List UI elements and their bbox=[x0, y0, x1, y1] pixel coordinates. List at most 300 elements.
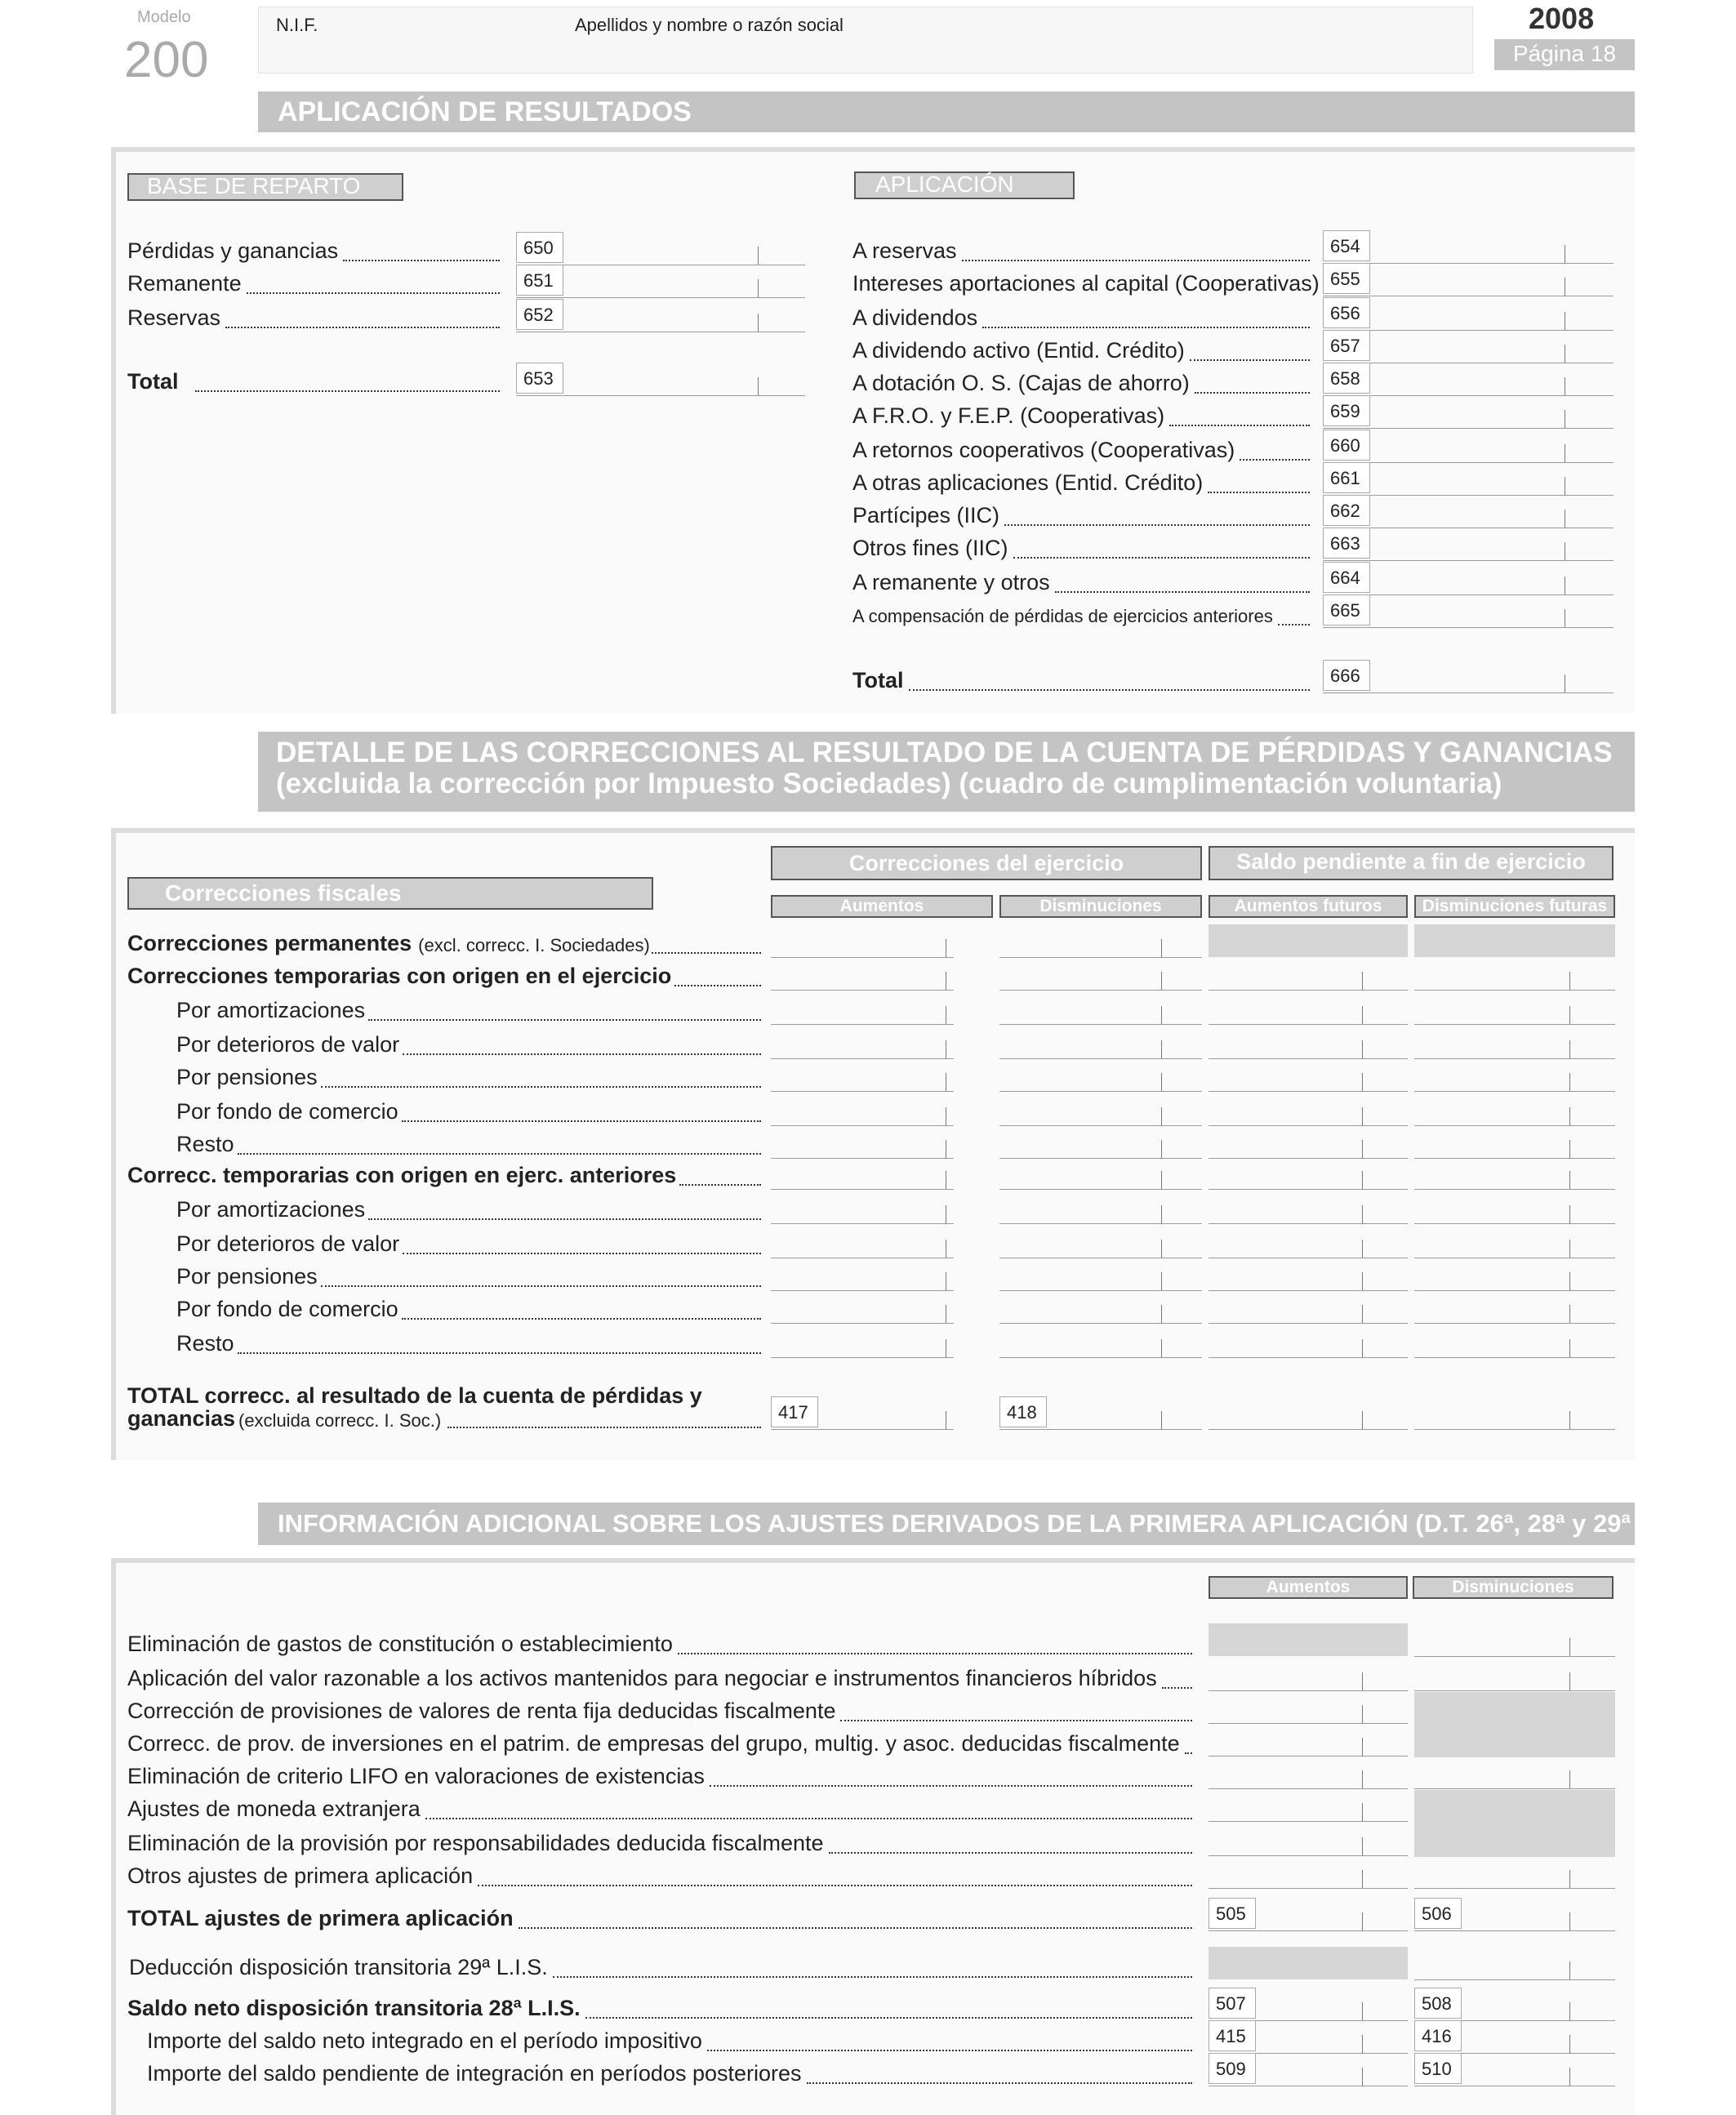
ajuste-label-4: Eliminación de criterio LIFO en valoraciones de existencias bbox=[127, 1764, 705, 1788]
name-field[interactable] bbox=[572, 36, 1462, 69]
correccion-leader-6 bbox=[238, 1153, 761, 1155]
correccion-disminuciones-5-tick bbox=[1161, 1107, 1162, 1125]
aplicacion-label-664: A remanente y otros bbox=[852, 570, 1050, 594]
correccion-aumentos-futuros-5[interactable] bbox=[1209, 1093, 1408, 1126]
correccion-disminuciones-futuras-8[interactable] bbox=[1414, 1191, 1615, 1224]
modelo-number: 200 bbox=[124, 32, 209, 88]
aplicacion-field-662-code: 662 bbox=[1323, 495, 1370, 526]
correccion-disminuciones-futuras-4[interactable] bbox=[1414, 1058, 1615, 1092]
correcciones-ejercicio-label: Correcciones del ejercicio bbox=[848, 851, 1124, 875]
aplicacion-field-654[interactable] bbox=[1323, 230, 1614, 264]
aplicacion-leader-661 bbox=[1208, 492, 1310, 493]
correccion-aumentos-8[interactable] bbox=[771, 1191, 954, 1224]
ajuste-disminuciones-8[interactable] bbox=[1414, 1898, 1615, 1931]
correccion-aumentos-0[interactable] bbox=[771, 924, 954, 958]
correccion-aumentos-futuros-8[interactable] bbox=[1209, 1191, 1408, 1224]
ajuste-leader-5 bbox=[425, 1818, 1192, 1819]
ajuste-disminuciones-11[interactable] bbox=[1414, 2020, 1615, 2054]
ajuste-disminuciones-9-tick bbox=[1569, 1961, 1570, 1979]
correccion-disminuciones-1[interactable] bbox=[999, 957, 1202, 991]
ajuste-aumentos-1-tick bbox=[1362, 1672, 1363, 1690]
aplicacion-label: APLICACIÓN bbox=[875, 171, 1014, 197]
aplicacion-field-656-code: 656 bbox=[1323, 297, 1370, 328]
correccion-disminuciones-futuras-1[interactable] bbox=[1414, 957, 1615, 991]
correccion-label-10: Por pensiones bbox=[176, 1264, 318, 1289]
total-correcciones-aumentos-futuros-tick bbox=[1362, 1411, 1363, 1429]
base-field-651-tick bbox=[758, 279, 759, 297]
correccion-aumentos-futuros-6-tick bbox=[1362, 1140, 1363, 1158]
correccion-label-0: Correcciones permanentes bbox=[127, 931, 412, 955]
correccion-disminuciones-10[interactable] bbox=[999, 1258, 1202, 1291]
ajuste-leader-8 bbox=[519, 1927, 1192, 1929]
aplicacion-field-657-code: 657 bbox=[1323, 330, 1370, 361]
correccion-aumentos-4[interactable] bbox=[771, 1058, 954, 1092]
correccion-aumentos-6[interactable] bbox=[771, 1125, 954, 1159]
ajuste-aumentos-3[interactable] bbox=[1209, 1723, 1408, 1757]
ajuste-leader-9 bbox=[553, 1976, 1192, 1978]
ajuste-aumentos-6-tick bbox=[1362, 1837, 1363, 1855]
correccion-aumentos-futuros-1-tick bbox=[1362, 972, 1363, 990]
correccion-aumentos-futuros-2-tick bbox=[1362, 1006, 1363, 1024]
base-field-652-code: 652 bbox=[516, 299, 563, 330]
correccion-aumentos-12[interactable] bbox=[771, 1325, 954, 1358]
correccion-label-3: Por deterioros de valor bbox=[176, 1032, 400, 1057]
correccion-disminuciones-0-tick bbox=[1161, 939, 1162, 957]
aplicacion-field-663-code: 663 bbox=[1323, 528, 1370, 559]
correccion-disminuciones-4-tick bbox=[1161, 1073, 1162, 1091]
aplicacion-label-655: Intereses aportaciones al capital (Cooperativas) bbox=[852, 271, 1320, 296]
correccion-disminuciones-6-tick bbox=[1161, 1140, 1162, 1158]
aplicacion-label-660: A retornos cooperativos (Cooperativas) bbox=[852, 438, 1235, 462]
correccion-disminuciones-futuras-disabled-0 bbox=[1414, 924, 1615, 957]
ajuste-aumentos-4-tick bbox=[1362, 1770, 1363, 1788]
aplicacion-field-660-code: 660 bbox=[1323, 430, 1370, 461]
section2-title-line2: (excluida la corrección por Impuesto Sociedades) (cuadro de cumplimentación voluntaria) bbox=[276, 768, 1502, 799]
ajuste-aumentos-11-tick bbox=[1362, 2035, 1363, 2053]
aplicacion-field-661[interactable] bbox=[1323, 462, 1614, 496]
correccion-aumentos-futuros-10[interactable] bbox=[1209, 1258, 1408, 1291]
base-label-650: Pérdidas y ganancias bbox=[127, 238, 339, 263]
base-field-651-code: 651 bbox=[516, 265, 563, 296]
correccion-aumentos-3[interactable] bbox=[771, 1026, 954, 1059]
base-leader-652 bbox=[225, 327, 500, 328]
ajuste-aumentos-3-tick bbox=[1362, 1738, 1363, 1756]
ajuste-leader-2 bbox=[840, 1720, 1192, 1721]
ajuste-leader-6 bbox=[829, 1852, 1193, 1854]
correccion-label-12: Resto bbox=[176, 1331, 234, 1356]
total-correcciones-leader bbox=[447, 1427, 761, 1428]
correccion-label-11: Por fondo de comercio bbox=[176, 1297, 398, 1321]
total-correcciones-disminuciones-code: 418 bbox=[999, 1396, 1047, 1427]
aplicacion-field-664-code: 664 bbox=[1323, 562, 1370, 593]
aplicacion-label-662: Partícipes (IIC) bbox=[852, 503, 1000, 528]
ajuste-disminuciones-0[interactable] bbox=[1414, 1623, 1615, 1657]
total-correcciones-disminuciones[interactable] bbox=[999, 1396, 1202, 1430]
ajuste-aumentos-8[interactable] bbox=[1209, 1898, 1408, 1931]
aplicacion-field-661-code: 661 bbox=[1323, 462, 1370, 493]
correccion-leader-10 bbox=[321, 1285, 761, 1287]
correccion-leader-1 bbox=[674, 985, 761, 986]
correccion-disminuciones-7[interactable] bbox=[999, 1156, 1202, 1190]
col-disminuciones-label: Disminuciones bbox=[1039, 897, 1162, 915]
correccion-label-4: Por pensiones bbox=[176, 1065, 318, 1089]
aplicacion-field-658-code: 658 bbox=[1323, 363, 1370, 394]
correccion-disminuciones-futuras-3[interactable] bbox=[1414, 1026, 1615, 1059]
correccion-leader-2 bbox=[368, 1019, 761, 1021]
aplicacion-field-666-code: 666 bbox=[1323, 660, 1370, 691]
correccion-aumentos-futuros-9-tick bbox=[1362, 1240, 1363, 1258]
ajuste-aumentos-12-tick bbox=[1362, 2068, 1363, 2086]
correccion-disminuciones-futuras-6-tick bbox=[1569, 1140, 1570, 1158]
aplicacion-field-657[interactable] bbox=[1323, 330, 1614, 363]
correccion-disminuciones-4[interactable] bbox=[999, 1058, 1202, 1092]
base-field-650[interactable] bbox=[516, 232, 805, 265]
ajuste-aumentos-11[interactable] bbox=[1209, 2020, 1408, 2054]
correccion-aumentos-futuros-3-tick bbox=[1362, 1040, 1363, 1058]
correccion-aumentos-futuros-7[interactable] bbox=[1209, 1156, 1408, 1190]
correccion-aumentos-futuros-11-tick bbox=[1362, 1305, 1363, 1323]
ajuste-aumentos-2[interactable] bbox=[1209, 1690, 1408, 1724]
aplicacion-leader-664 bbox=[1055, 591, 1310, 593]
correccion-disminuciones-futuras-12-tick bbox=[1569, 1339, 1570, 1357]
ajuste-aumentos-8-code: 505 bbox=[1209, 1898, 1256, 1929]
base-field-652[interactable] bbox=[516, 299, 805, 332]
correccion-disminuciones-0[interactable] bbox=[999, 924, 1202, 958]
base-label-653: Total bbox=[127, 369, 179, 394]
correccion-aumentos-futuros-7-tick bbox=[1362, 1171, 1363, 1189]
ajuste-disminuciones-7[interactable] bbox=[1414, 1855, 1615, 1889]
year-label: 2008 bbox=[1529, 2, 1595, 35]
correccion-aumentos-futuros-12[interactable] bbox=[1209, 1325, 1408, 1358]
correccion-disminuciones-futuras-8-tick bbox=[1569, 1205, 1570, 1223]
correccion-disminuciones-12[interactable] bbox=[999, 1325, 1202, 1358]
ajuste-disminuciones-9[interactable] bbox=[1414, 1947, 1615, 1980]
correccion-disminuciones-futuras-1-tick bbox=[1569, 972, 1570, 990]
ajuste-disminuciones-7-tick bbox=[1569, 1870, 1570, 1888]
aplicacion-label-659: A F.R.O. y F.E.P. (Cooperativas) bbox=[852, 403, 1165, 428]
base-de-reparto-label: BASE DE REPARTO bbox=[147, 173, 361, 198]
section2-title-line1: DETALLE DE LAS CORRECCIONES AL RESULTADO DE LA CUENTA DE PÉRDIDAS Y GANANCIAS bbox=[276, 737, 1613, 768]
nif-label: N.I.F. bbox=[276, 15, 318, 35]
aplicacion-leader-665 bbox=[1278, 624, 1310, 626]
correccion-leader-3 bbox=[403, 1053, 761, 1055]
ajuste-label-11: Importe del saldo neto integrado en el período impositivo bbox=[147, 2028, 702, 2053]
correccion-aumentos-futuros-4-tick bbox=[1362, 1073, 1363, 1091]
correccion-disminuciones-futuras-5-tick bbox=[1569, 1107, 1570, 1125]
aplicacion-field-658[interactable] bbox=[1323, 363, 1614, 396]
base-label-652: Reservas bbox=[127, 305, 221, 330]
correccion-aumentos-11[interactable] bbox=[771, 1290, 954, 1324]
ajuste-leader-10 bbox=[585, 2017, 1192, 2019]
ajuste-leader-0 bbox=[678, 1653, 1192, 1654]
ajuste-leader-12 bbox=[807, 2082, 1192, 2084]
correccion-label-5: Por fondo de comercio bbox=[176, 1099, 398, 1124]
ajuste-label-7: Otros ajustes de primera aplicación bbox=[127, 1863, 474, 1888]
s3-col-aumentos-label: Aumentos bbox=[1266, 1578, 1351, 1596]
base-field-653[interactable] bbox=[516, 363, 805, 396]
ajuste-label-8: TOTAL ajustes de primera aplicación bbox=[127, 1906, 514, 1930]
correccion-leader-7 bbox=[679, 1184, 761, 1186]
ajuste-aumentos-7[interactable] bbox=[1209, 1855, 1408, 1889]
ajuste-aumentos-10[interactable] bbox=[1209, 1988, 1408, 2021]
correccion-disminuciones-5[interactable] bbox=[999, 1093, 1202, 1126]
base-field-650-tick bbox=[758, 247, 759, 265]
ajuste-aumentos-11-code: 415 bbox=[1209, 2020, 1256, 2051]
total-correcciones-aumentos-futuros[interactable] bbox=[1209, 1396, 1408, 1430]
total-correcciones-aumentos-code: 417 bbox=[771, 1396, 818, 1427]
aplicacion-field-659[interactable] bbox=[1323, 395, 1614, 429]
correccion-disminuciones-12-tick bbox=[1161, 1339, 1162, 1357]
ajuste-leader-7 bbox=[478, 1885, 1192, 1886]
correccion-leader-5 bbox=[402, 1120, 761, 1122]
correccion-disminuciones-futuras-7[interactable] bbox=[1414, 1156, 1615, 1190]
ajuste-disminuciones-disabled-5-6 bbox=[1414, 1790, 1615, 1857]
total-correcciones-label-line2: ganancias bbox=[127, 1406, 236, 1431]
aplicacion-leader-654 bbox=[962, 260, 1310, 261]
correcciones-fiscales-label: Correcciones fiscales bbox=[165, 880, 402, 906]
total-correcciones-note: (excluida correcc. I. Soc.) bbox=[238, 1410, 442, 1431]
correccion-disminuciones-8-tick bbox=[1161, 1205, 1162, 1223]
ajuste-aumentos-7-tick bbox=[1362, 1870, 1363, 1888]
correccion-leader-9 bbox=[403, 1253, 761, 1254]
correccion-disminuciones-1-tick bbox=[1161, 972, 1162, 990]
aplicacion-label-665: A compensación de pérdidas de ejercicios anteriores bbox=[852, 606, 1273, 626]
aplicacion-label-663: Otros fines (IIC) bbox=[852, 536, 1008, 560]
correccion-disminuciones-futuras-10[interactable] bbox=[1414, 1258, 1615, 1291]
correccion-disminuciones-futuras-11[interactable] bbox=[1414, 1290, 1615, 1324]
total-correcciones-label-line1: TOTAL correcc. al resultado de la cuenta de pérdidas y bbox=[127, 1383, 702, 1408]
ajuste-leader-11 bbox=[707, 2050, 1192, 2051]
ajuste-label-6: Eliminación de la provisión por responsabilidades deducida fiscalmente bbox=[127, 1831, 824, 1855]
aplicacion-field-656[interactable] bbox=[1323, 297, 1614, 331]
ajuste-disminuciones-10[interactable] bbox=[1414, 1988, 1615, 2021]
saldo-pendiente-label: Saldo pendiente a fin de ejercicio bbox=[1236, 849, 1586, 874]
ajuste-disminuciones-10-tick bbox=[1569, 2002, 1570, 2020]
ajuste-label-5: Ajustes de moneda extranjera bbox=[127, 1797, 421, 1821]
base-field-653-code: 653 bbox=[516, 363, 563, 394]
ajuste-aumentos-disabled-9 bbox=[1209, 1947, 1408, 1979]
ajuste-aumentos-12[interactable] bbox=[1209, 2053, 1408, 2086]
ajuste-aumentos-5-tick bbox=[1362, 1803, 1363, 1821]
correccion-disminuciones-9-tick bbox=[1161, 1240, 1162, 1258]
ajuste-label-0: Eliminación de gastos de constitución o establecimiento bbox=[127, 1632, 673, 1656]
ajuste-disminuciones-4-tick bbox=[1569, 1770, 1570, 1788]
ajuste-disminuciones-0-tick bbox=[1569, 1638, 1570, 1656]
aplicacion-field-654-code: 654 bbox=[1323, 230, 1370, 261]
aplicacion-label-658: A dotación O. S. (Cajas de ahorro) bbox=[852, 371, 1190, 395]
correccion-disminuciones-futuras-7-tick bbox=[1569, 1171, 1570, 1189]
correccion-aumentos-futuros-disabled-0 bbox=[1209, 924, 1408, 957]
ajuste-disminuciones-1-tick bbox=[1569, 1672, 1570, 1690]
ajuste-label-1: Aplicación del valor razonable a los activos mantenidos para negociar e instrumentos financieros híbridos bbox=[127, 1666, 1157, 1690]
correccion-aumentos-futuros-6[interactable] bbox=[1209, 1125, 1408, 1159]
ajuste-disminuciones-8-tick bbox=[1569, 1912, 1570, 1930]
total-correcciones-disminuciones-futuras-tick bbox=[1569, 1411, 1570, 1429]
total-correcciones-aumentos[interactable] bbox=[771, 1396, 954, 1430]
ajuste-aumentos-6[interactable] bbox=[1209, 1823, 1408, 1856]
ajuste-leader-1 bbox=[1162, 1687, 1192, 1689]
ajuste-disminuciones-11-code: 416 bbox=[1414, 2020, 1462, 2051]
correccion-label-9: Por deterioros de valor bbox=[176, 1231, 400, 1256]
correccion-leader-12 bbox=[238, 1352, 761, 1354]
name-label: Apellidos y nombre o razón social bbox=[575, 15, 844, 35]
aplicacion-leader-658 bbox=[1195, 392, 1310, 394]
correccion-aumentos-futuros-1[interactable] bbox=[1209, 957, 1408, 991]
aplicacion-field-664[interactable] bbox=[1323, 562, 1614, 595]
section3-title: INFORMACIÓN ADICIONAL SOBRE LOS AJUSTES DERIVADOS DE LA PRIMERA APLICACIÓN (D.T. 26ª, 28ª y 29ª L.I.S.) bbox=[278, 1509, 1707, 1538]
correccion-disminuciones-futuras-10-tick bbox=[1569, 1272, 1570, 1290]
correccion-leader-0 bbox=[652, 952, 761, 954]
correccion-label-2: Por amortizaciones bbox=[176, 998, 366, 1022]
correccion-label-7: Correcc. temporarias con origen en ejerc. anteriores bbox=[127, 1163, 677, 1187]
correccion-disminuciones-6[interactable] bbox=[999, 1125, 1202, 1159]
ajuste-leader-4 bbox=[710, 1785, 1192, 1787]
correccion-disminuciones-8[interactable] bbox=[999, 1191, 1202, 1224]
col-aumentos-label: Aumentos bbox=[839, 897, 924, 915]
correccion-disminuciones-3[interactable] bbox=[999, 1026, 1202, 1059]
correccion-disminuciones-futuras-6[interactable] bbox=[1414, 1125, 1615, 1159]
correccion-disminuciones-futuras-9[interactable] bbox=[1414, 1225, 1615, 1258]
ajuste-aumentos-1[interactable] bbox=[1209, 1658, 1408, 1691]
aplicacion-leader-662 bbox=[1004, 524, 1310, 526]
correccion-disminuciones-7-tick bbox=[1161, 1171, 1162, 1189]
correccion-aumentos-futuros-4[interactable] bbox=[1209, 1058, 1408, 1092]
correccion-label-8: Por amortizaciones bbox=[176, 1197, 366, 1222]
aplicacion-field-665[interactable] bbox=[1323, 594, 1614, 628]
correccion-disminuciones-11-tick bbox=[1161, 1305, 1162, 1323]
ajuste-aumentos-4[interactable] bbox=[1209, 1756, 1408, 1789]
ajuste-disminuciones-11-tick bbox=[1569, 2035, 1570, 2053]
total-correcciones-disminuciones-futuras[interactable] bbox=[1414, 1396, 1615, 1430]
ajuste-aumentos-8-tick bbox=[1362, 1912, 1363, 1930]
correccion-disminuciones-10-tick bbox=[1161, 1272, 1162, 1290]
correccion-disminuciones-11[interactable] bbox=[999, 1290, 1202, 1324]
col-aumentos-futuros-label: Aumentos futuros bbox=[1234, 897, 1382, 915]
ajuste-disminuciones-12-tick bbox=[1569, 2068, 1570, 2086]
correccion-label-1: Correcciones temporarias con origen en el ejercicio bbox=[127, 964, 672, 988]
correccion-disminuciones-3-tick bbox=[1161, 1040, 1162, 1058]
correccion-disminuciones-2-tick bbox=[1161, 1006, 1162, 1024]
ajuste-leader-3 bbox=[1185, 1752, 1192, 1754]
correccion-disminuciones-futuras-4-tick bbox=[1569, 1073, 1570, 1091]
correccion-aumentos-10[interactable] bbox=[771, 1258, 954, 1291]
aplicacion-leader-657 bbox=[1190, 359, 1310, 361]
correccion-label-6: Resto bbox=[176, 1132, 234, 1156]
aplicacion-field-660[interactable] bbox=[1323, 430, 1614, 463]
ajuste-disminuciones-4[interactable] bbox=[1414, 1756, 1615, 1789]
aplicacion-label-657: A dividendo activo (Entid. Crédito) bbox=[852, 338, 1185, 363]
correccion-aumentos-5[interactable] bbox=[771, 1093, 954, 1126]
aplicacion-field-666[interactable] bbox=[1323, 660, 1614, 693]
ajuste-label-2: Corrección de provisiones de valores de renta fija deducidas fiscalmente bbox=[127, 1699, 836, 1723]
correccion-leader-11 bbox=[402, 1318, 761, 1320]
aplicacion-leader-656 bbox=[982, 327, 1310, 328]
correccion-aumentos-9[interactable] bbox=[771, 1225, 954, 1258]
aplicacion-label-666: Total bbox=[852, 668, 904, 692]
base-leader-651 bbox=[247, 292, 500, 294]
aplicacion-field-655[interactable] bbox=[1323, 263, 1614, 296]
correccion-disminuciones-futuras-2-tick bbox=[1569, 1006, 1570, 1024]
ajuste-aumentos-12-code: 509 bbox=[1209, 2053, 1256, 2084]
base-leader-650 bbox=[343, 260, 500, 261]
col-disminuciones-futuras-label: Disminuciones futuras bbox=[1422, 897, 1608, 915]
correccion-aumentos-futuros-8-tick bbox=[1362, 1205, 1363, 1223]
correccion-aumentos-futuros-11[interactable] bbox=[1209, 1290, 1408, 1324]
correccion-aumentos-futuros-12-tick bbox=[1362, 1339, 1363, 1357]
ajuste-label-12: Importe del saldo pendiente de integración en períodos posteriores bbox=[147, 2061, 802, 2086]
ajuste-disminuciones-10-code: 508 bbox=[1414, 1988, 1462, 2019]
ajuste-disminuciones-12[interactable] bbox=[1414, 2053, 1615, 2086]
ajuste-label-3: Correcc. de prov. de inversiones en el patrim. de empresas del grupo, multig. y asoc. deducidas fiscalmente bbox=[127, 1731, 1180, 1756]
aplicacion-leader-663 bbox=[1013, 557, 1310, 559]
modelo-label: Modelo bbox=[137, 8, 191, 26]
correccion-note-0: (excl. correcc. I. Sociedades) bbox=[418, 935, 650, 955]
ajuste-aumentos-5[interactable] bbox=[1209, 1788, 1408, 1822]
aplicacion-field-655-code: 655 bbox=[1323, 263, 1370, 294]
correccion-aumentos-futuros-9[interactable] bbox=[1209, 1225, 1408, 1258]
ajuste-disminuciones-8-code: 506 bbox=[1414, 1898, 1462, 1929]
aplicacion-leader-660 bbox=[1240, 459, 1310, 461]
correccion-disminuciones-futuras-12[interactable] bbox=[1414, 1325, 1615, 1358]
ajuste-label-9: Deducción disposición transitoria 29ª L.I.S. bbox=[129, 1955, 548, 1979]
correccion-disminuciones-futuras-11-tick bbox=[1569, 1305, 1570, 1323]
correccion-aumentos-futuros-3[interactable] bbox=[1209, 1026, 1408, 1059]
ajuste-aumentos-10-code: 507 bbox=[1209, 1988, 1256, 2019]
section1-title: APLICACIÓN DE RESULTADOS bbox=[278, 96, 692, 127]
correccion-aumentos-2[interactable] bbox=[771, 991, 954, 1025]
nif-field[interactable] bbox=[269, 36, 555, 69]
aplicacion-label-656: A dividendos bbox=[852, 305, 978, 330]
correccion-disminuciones-futuras-9-tick bbox=[1569, 1240, 1570, 1258]
aplicacion-field-662[interactable] bbox=[1323, 495, 1614, 528]
aplicacion-leader-666 bbox=[909, 689, 1311, 691]
aplicacion-field-663[interactable] bbox=[1323, 528, 1614, 561]
base-field-653-tick bbox=[758, 377, 759, 395]
ajuste-aumentos-disabled-0 bbox=[1209, 1623, 1408, 1656]
aplicacion-field-665-code: 665 bbox=[1323, 594, 1370, 626]
s3-col-disminuciones-label: Disminuciones bbox=[1452, 1578, 1574, 1596]
correccion-leader-8 bbox=[368, 1218, 761, 1220]
aplicacion-label-654: A reservas bbox=[852, 238, 957, 263]
correccion-aumentos-7[interactable] bbox=[771, 1156, 954, 1190]
total-correcciones-disminuciones-tick bbox=[1161, 1411, 1162, 1429]
page-number: Página 18 bbox=[1512, 41, 1617, 66]
base-field-652-tick bbox=[758, 314, 759, 332]
correccion-disminuciones-futuras-2[interactable] bbox=[1414, 991, 1615, 1025]
ajuste-aumentos-2-tick bbox=[1362, 1705, 1363, 1723]
ajuste-disminuciones-12-code: 510 bbox=[1414, 2053, 1462, 2084]
correccion-leader-4 bbox=[321, 1086, 761, 1088]
ajuste-disminuciones-disabled-2-3 bbox=[1414, 1692, 1615, 1757]
correccion-disminuciones-futuras-5[interactable] bbox=[1414, 1093, 1615, 1126]
correccion-disminuciones-2[interactable] bbox=[999, 991, 1202, 1025]
aplicacion-leader-659 bbox=[1169, 425, 1310, 426]
base-field-650-code: 650 bbox=[516, 232, 563, 263]
base-label-651: Remanente bbox=[127, 271, 242, 296]
correccion-aumentos-futuros-10-tick bbox=[1362, 1272, 1363, 1290]
correccion-disminuciones-9[interactable] bbox=[999, 1225, 1202, 1258]
correccion-aumentos-futuros-2[interactable] bbox=[1209, 991, 1408, 1025]
ajuste-aumentos-10-tick bbox=[1362, 2002, 1363, 2020]
base-leader-653 bbox=[195, 390, 501, 392]
aplicacion-field-659-code: 659 bbox=[1323, 395, 1370, 426]
correccion-aumentos-1[interactable] bbox=[771, 957, 954, 991]
base-field-651[interactable] bbox=[516, 265, 805, 298]
correccion-aumentos-futuros-5-tick bbox=[1362, 1107, 1363, 1125]
ajuste-disminuciones-1[interactable] bbox=[1414, 1658, 1615, 1691]
ajuste-label-10: Saldo neto disposición transitoria 28ª L.I.S. bbox=[127, 1996, 581, 2020]
aplicacion-label-661: A otras aplicaciones (Entid. Crédito) bbox=[852, 470, 1204, 495]
